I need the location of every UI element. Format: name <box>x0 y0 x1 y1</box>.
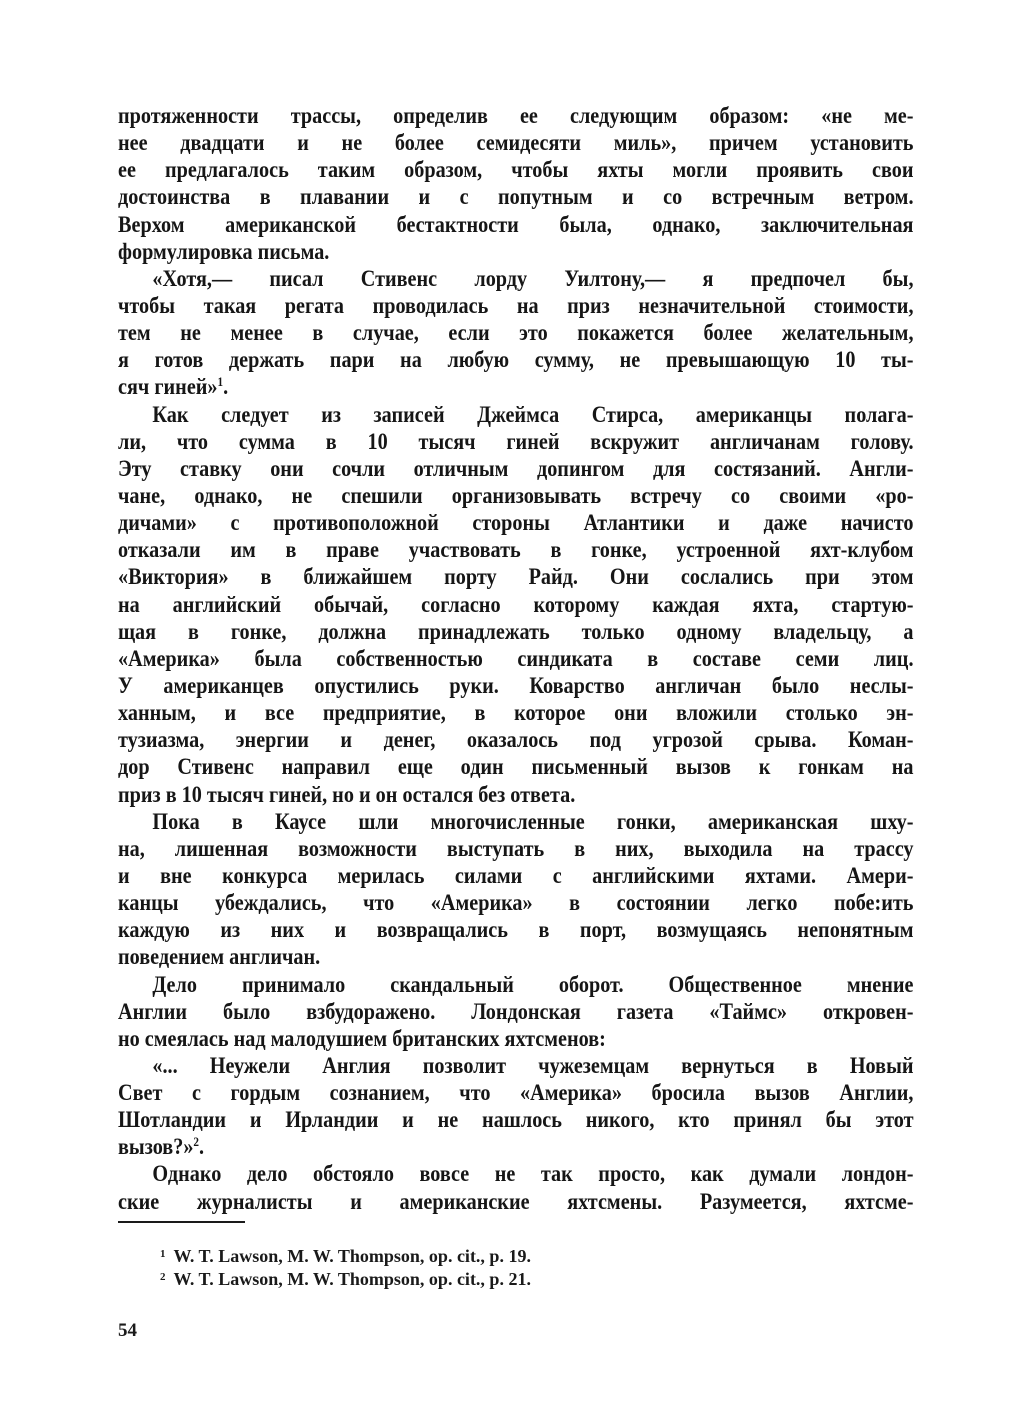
text-line <box>118 809 914 836</box>
text-line <box>118 863 914 890</box>
text-line-content: нее двадцати и не более семидесяти миль», причем установить <box>118 130 914 157</box>
text-line-content: формулировка письма. <box>118 238 330 265</box>
text-line-content: чане, однако, не спешили организовывать встречу со своими «ро- <box>118 482 914 509</box>
text-line-content: Свет с гордым сознанием, что «Америка» бросила вызов Англии, <box>118 1080 914 1107</box>
footnote-text: W. T. Lawson, M. W. Thompson, op. cit., p. 19. <box>173 1246 531 1266</box>
text-line <box>118 483 914 510</box>
text-line-content: Эту ставку они сочли отличным допингом для состязаний. Англи- <box>118 455 914 482</box>
text-line <box>118 239 914 266</box>
text-line-content: отказали им в праве участвовать в гонке, устроенной яхт-клубом <box>118 537 914 564</box>
body-text <box>118 103 914 1216</box>
text-line <box>118 564 914 591</box>
text-line <box>118 972 914 999</box>
text-line-content: и вне конкурса мерилась силами с английскими яхтами. Амери- <box>118 862 914 889</box>
page-number: 54 <box>118 1320 137 1341</box>
text-line <box>118 619 914 646</box>
text-line-content: на, лишенная возможности выступать в них, выходила на трассу <box>118 835 914 862</box>
text-line <box>118 1026 914 1053</box>
text-line <box>118 782 914 809</box>
footnote-text: W. T. Lawson, M. W. Thompson, op. cit., p. 21. <box>173 1269 531 1289</box>
text-line <box>118 1053 914 1080</box>
text-line-content: Дело принимало скандальный оборот. Общественное мнение <box>152 971 914 998</box>
text-line-content: «... Неужели Англия позволит чужеземцам вернуться в Новый <box>152 1052 914 1079</box>
text-line-content: протяженности трассы, определив ее следующим образом: «не ме- <box>118 103 914 129</box>
text-line <box>118 130 914 157</box>
text-line-content: чтобы такая регата проводилась на приз незначительной стоимости, <box>118 292 914 319</box>
text-line-content: Англии было взбудоражено. Лондонская газета «Таймс» откровен- <box>118 998 914 1025</box>
text-line-punctuation: . <box>223 374 229 401</box>
text-line-content: «Хотя,— писал Стивенс лорду Уилтону,— я предпочел бы, <box>152 265 914 292</box>
text-line-content: Однако дело обстояло вовсе не так просто, как думали лондон- <box>152 1161 914 1188</box>
text-line-content: приз в 10 тысяч гиней, но и он остался без ответа. <box>118 781 576 808</box>
text-line-content: щая в гонке, должна принадлежать только одному владельцу, а <box>118 618 914 645</box>
text-line <box>118 673 914 700</box>
text-line-content: тем не менее в случае, если это покажется более желательным, <box>118 320 914 347</box>
text-line <box>118 1189 914 1216</box>
text-line-content: ли, что сумма в 10 тысяч гиней вскружит англичанам голову. <box>118 428 914 455</box>
text-line-content: каждую из них и возвращались в порт, возмущаясь непонятным <box>118 917 914 944</box>
text-line-content: вызов?» <box>118 1134 194 1161</box>
text-line-content: У американцев опустились руки. Коварство англичан было неслы- <box>118 672 914 699</box>
text-line <box>118 429 914 456</box>
text-line-content: сяч гиней» <box>118 374 218 401</box>
text-line-content: Как следует из записей Джеймса Стирса, американцы полага- <box>152 401 914 428</box>
text-line <box>118 347 914 374</box>
text-line-content: канцы убеждались, что «Америка» в состоянии легко побе:ить <box>118 890 914 917</box>
text-line <box>118 592 914 619</box>
text-line <box>118 157 914 184</box>
footnote-item <box>160 1243 531 1266</box>
text-line-content: ее предлагалось таким образом, чтобы яхты могли проявить свои <box>118 157 914 184</box>
text-line-content: дор Стивенс направил еще один письменный вызов к гонкам на <box>118 754 914 781</box>
text-line <box>118 184 914 211</box>
text-line-content: я готов держать пари на любую сумму, не превышающую 10 ты- <box>118 347 914 374</box>
text-line <box>118 293 914 320</box>
text-line-punctuation: . <box>199 1134 205 1161</box>
text-line-content: на английский обычай, согласно которому каждая яхта, стартую- <box>118 591 914 618</box>
text-line-content: тузиазма, энергии и денег, оказалось под угрозой срыва. Коман- <box>118 727 914 754</box>
text-line <box>118 510 914 537</box>
text-line <box>118 727 914 754</box>
text-line <box>118 1161 914 1188</box>
text-line <box>118 890 914 917</box>
text-line <box>118 1134 914 1161</box>
text-line-content: Шотландии и Ирландии и не нашлось никого, кто принял бы этот <box>118 1107 914 1134</box>
text-line-content: достоинства в плавании и с попутным и со встречным ветром. <box>118 184 914 211</box>
text-line <box>118 320 914 347</box>
text-line <box>118 1080 914 1107</box>
footnote-separator <box>118 1221 245 1223</box>
text-line-content: поведением англичан. <box>118 944 321 971</box>
footnote-reference: 1 <box>217 374 224 390</box>
text-line <box>118 999 914 1026</box>
footnote-mark: 2 <box>160 1271 166 1283</box>
footnote-reference: 2 <box>193 1134 200 1150</box>
text-line <box>118 537 914 564</box>
text-line <box>118 374 914 401</box>
text-line <box>118 456 914 483</box>
text-line <box>118 754 914 781</box>
text-line <box>118 836 914 863</box>
text-line <box>118 402 914 429</box>
text-line-content: дичами» с противоположной стороны Атлантики и даже начисто <box>118 510 914 537</box>
footnotes <box>160 1243 531 1289</box>
text-line-content: Верхом американской бестактности была, однако, заключительная <box>118 211 914 238</box>
text-line <box>118 944 914 971</box>
text-line-content: ханным, и все предприятие, в которое они вложили столько эн- <box>118 700 914 727</box>
footnote-item <box>160 1266 531 1289</box>
text-line <box>118 646 914 673</box>
text-line-content: «Америка» была собственностью синдиката в составе семи лиц. <box>118 645 914 672</box>
text-line-content: но смеялась над малодушием британских яхтсменов: <box>118 1025 606 1052</box>
text-line <box>118 266 914 293</box>
text-line-content: ские журналисты и американские яхтсмены. Разумеется, яхтсме- <box>118 1188 914 1215</box>
footnote-mark: 1 <box>160 1248 166 1260</box>
text-line <box>118 103 914 130</box>
text-line-content: «Виктория» в ближайшем порту Райд. Они сослались при этом <box>118 564 914 591</box>
text-line-content: Пока в Каусе шли многочисленные гонки, американская шху- <box>152 808 914 835</box>
text-line <box>118 917 914 944</box>
text-line <box>118 1107 914 1134</box>
text-line <box>118 212 914 239</box>
text-line <box>118 700 914 727</box>
